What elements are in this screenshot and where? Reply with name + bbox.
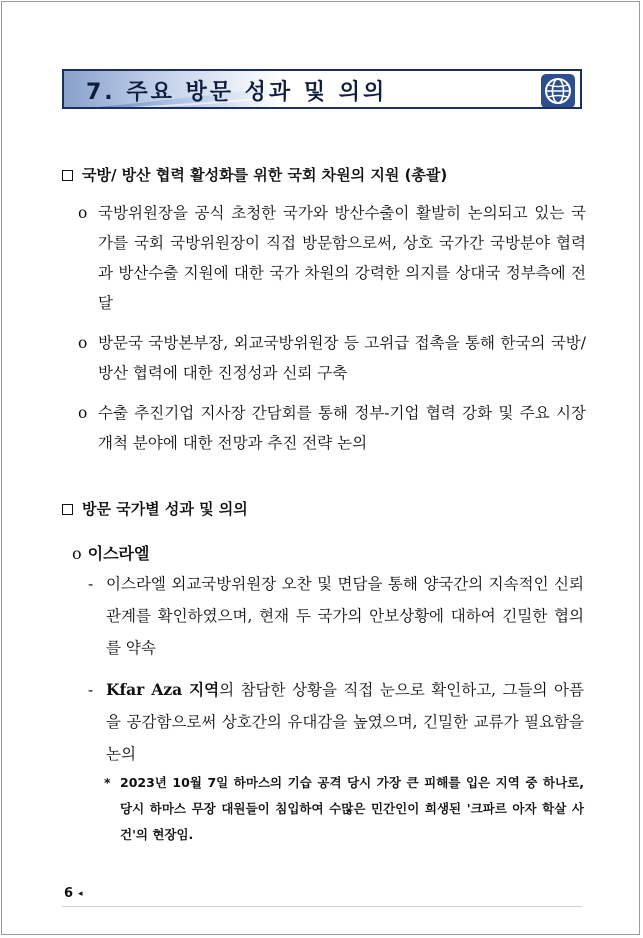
bullet-marker: o (72, 544, 82, 563)
dash-item-text: 이스라엘 외교국방위원장 오찬 및 면담을 통해 양국간의 지속적인 신뢰관계를 확인하였으며, 현재 두 국가의 안보상황에 대하여 긴밀한 협의를 약속 (106, 575, 584, 657)
section-heading-1: 국방/ 방산 협력 활성화를 위한 국회 차원의 지원 (총괄) (62, 164, 447, 185)
globe-icon (541, 74, 575, 108)
arrow-left-icon: ◂ (78, 889, 83, 899)
list-item (78, 198, 584, 318)
footer-divider (62, 906, 582, 907)
footnote (104, 770, 584, 850)
subsection-title: 이스라엘 (87, 544, 150, 563)
note-marker: * (104, 775, 111, 790)
page-footer (64, 886, 83, 901)
page-number: 6 (64, 886, 74, 901)
dash-marker: - (88, 575, 94, 593)
footnote-text: 2023년 10월 7일 하마스의 기습 공격 당시 가장 큰 피해를 입은 지역 중 하나로, 당시 하마스 무장 대원들이 침입하여 수많은 민간인이 희생된 '크파르 아자 학살 사건'의 현장임. (120, 775, 584, 842)
bullet-marker: o (78, 334, 88, 352)
list-item-text: 수출 추진기업 지사장 간담회를 통해 정부-기업 협력 강화 및 주요 시장 개척 분야에 대한 전망과 추진 전략 논의 (98, 404, 586, 452)
dash-item (88, 568, 584, 664)
checkbox-icon (62, 504, 73, 515)
bullet-marker: o (78, 404, 88, 422)
bullet-marker: o (78, 204, 88, 222)
dash-marker: - (88, 681, 94, 699)
page-title: 7. 주요 방문 성과 및 의의 (86, 80, 388, 105)
list-item (78, 328, 584, 388)
emphasized-location: Kfar Aza 지역 (106, 680, 220, 699)
list-item-text: 국방위원장을 공식 초청한 국가와 방산수출이 활발히 논의되고 있는 국가를 국회 국방위원장이 직접 방문함으로써, 상호 국가간 국방분야 협력과 방산수출 지원에 대한 국가 차원의 강력한 의지를 상대국 정부측에 전달 (98, 204, 586, 312)
dash-item (88, 674, 584, 770)
list-item-text: 방문국 국방본부장, 외교국방위원장 등 고위급 접촉을 통해 한국의 국방/방산 협력에 대한 진정성과 신뢰 구축 (98, 334, 586, 382)
dash-item-text: Kfar Aza 지역의 참담한 상황을 직접 눈으로 확인하고, 그들의 아픔을 공감함으로써 상호간의 유대감을 높였으며, 긴밀한 교류가 필요함을 논의 (106, 680, 584, 763)
list-item (78, 398, 584, 458)
section-title-banner (62, 69, 582, 109)
checkbox-icon (62, 170, 73, 181)
section-heading-2: 방문 국가별 성과 및 의의 (62, 498, 248, 519)
subsection-heading (72, 541, 149, 564)
